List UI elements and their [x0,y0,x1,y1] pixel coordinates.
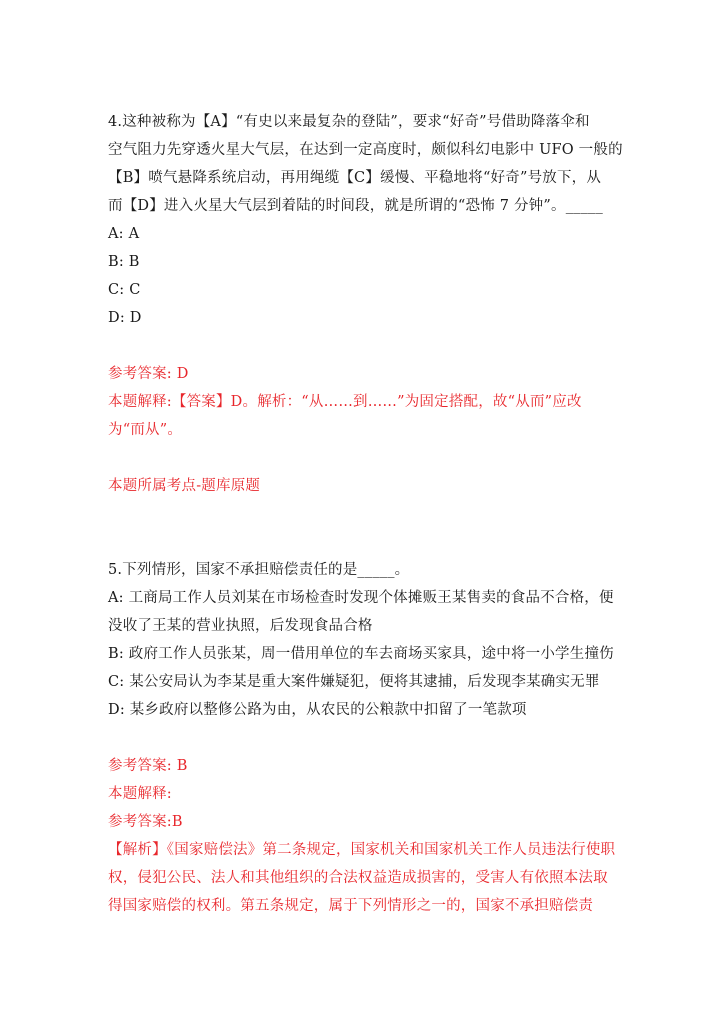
document-page [108,108,623,920]
question-5-option-d: D: 某乡政府以整修公路为由，从农民的公粮款中扣留了一笔款项 [108,702,527,718]
question-4-stem-line-2: 空气阻力先穿透火星大气层，在达到一定高度时，颇似科幻电影中 UFO 一般的 [108,142,623,158]
question-5-option-c: C: 某公安局认为李某是重大案件嫌疑犯，便将其逮捕，后发现李某确实无罪 [108,674,600,690]
question-4-option-a: A: A [108,226,140,242]
question-5-option-b: B: 政府工作人员张某，周一借用单位的车去商场买家具，途中将一小学生撞伤 [108,646,614,662]
question-5-option-a-line-2: 没收了王某的营业执照，后发现食品合格 [108,618,373,634]
question-5-option-a-line-1: A: 工商局工作人员刘某在市场检查时发现个体摊贩王某售卖的食品不合格，便 [108,590,614,606]
question-5-stem: 5.下列情形，国家不承担赔偿责任的是_____。 [108,562,410,578]
question-5-explanation-label: 本题解释: [108,786,172,802]
question-5-answer: 参考答案: B [108,758,188,774]
question-5-analysis-line-3: 得国家赔偿的权利。第五条规定，属于下列情形之一的，国家不承担赔偿责 [108,898,594,914]
question-4 [108,108,623,500]
question-5-analysis-line-2: 权，侵犯公民、法人和其他组织的合法权益造成损害的，受害人有依照本法取 [108,870,608,886]
question-5 [108,556,616,920]
question-4-source: 本题所属考点-题库原题 [108,478,261,494]
question-4-explanation-line-2: 为“而从”。 [108,422,183,438]
question-4-option-c: C: C [108,282,141,298]
question-4-stem-line-3: 【B】喷气悬降系统启动，再用绳缆【C】缓慢、平稳地将“好奇”号放下，从 [108,170,602,186]
question-4-option-b: B: B [108,254,140,270]
question-4-stem-line-4: 而【D】进入火星大气层到着陆的时间段，就是所谓的“恐怖 7 分钟”。_____ [108,198,603,214]
question-4-answer: 参考答案: D [108,366,189,382]
question-5-analysis-line-1: 【解析】《国家赔偿法》第二条规定，国家机关和国家机关工作人员违法行使职 [108,842,616,858]
question-5-answer-repeat: 参考答案:B [108,814,183,830]
question-4-stem-line-1: 4.这种被称为【A】“有史以来最复杂的登陆”，要求“好奇”号借助降落伞和 [108,114,590,130]
question-4-explanation-line-1: 本题解释:【答案】D。解析：“从……到……”为固定搭配，故“从而”应改 [108,394,582,410]
question-4-option-d: D: D [108,310,142,326]
